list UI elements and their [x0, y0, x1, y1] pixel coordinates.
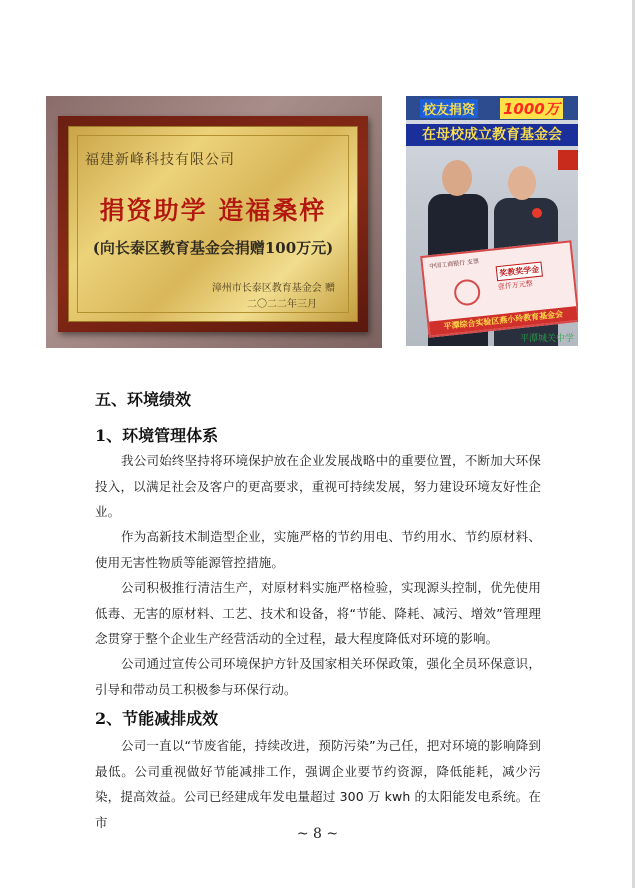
plaque-date: 二〇二二年三月	[247, 299, 317, 310]
headline-alumni: 校友捐资	[420, 99, 478, 118]
paragraph: 我公司始终坚持将环境保护放在企业发展战略中的重要位置，不断加大环保投入，以满足社会及客户的更高要求，重视可持续发展，努力建设环境友好性企业。	[95, 453, 541, 519]
paragraph: 公司通过宣传公司环境保护方针及国家相关环保政策，强化全员环保意识，引导和带动员工积极参与环保行动。	[95, 656, 541, 697]
plaque-giver: 漳州市长泰区教育基金会 赠	[211, 283, 335, 294]
cheque-footer: 平潭综合实验区燕小玲教育基金会	[429, 306, 578, 335]
cheque-bank: 中国工商银行 支票	[428, 258, 480, 271]
subsection-title-1: 1、环境管理体系	[95, 426, 219, 445]
plaque-subtitle: (向长泰区教育基金会捐赠100万元)	[92, 239, 334, 257]
big-cheque	[420, 240, 578, 337]
donation-photo	[406, 96, 578, 346]
paragraph: 作为高新技术制造型企业，实施严格的节约用电、节约用水、节约原材料、使用无害性物质等能源管控措施。	[95, 529, 541, 570]
plaque-gold-panel	[68, 126, 358, 322]
page-number: ~ 8 ~	[296, 826, 339, 842]
headline-foundation: 在母校成立教育基金会	[406, 124, 578, 146]
headline-amount: 1000万	[500, 98, 563, 119]
cheque-amount: 壹仟万元整	[497, 279, 534, 292]
plaque-frame	[58, 116, 368, 332]
plaque-company: 福建新峰科技有限公司	[85, 152, 235, 168]
section-title: 五、环境绩效	[95, 390, 192, 409]
cheque-purpose: 奖教奖学金	[496, 262, 543, 282]
paragraph: 公司积极推行清洁生产，对原材料实施严格检验，实现源头控制，优先使用低毒、无害的原材料、工艺、技术和设备，将“节能、降耗、减污、增效”管理理念贯穿于整个企业生产经营活动的全过程，最大程度降低对环境的影响。	[95, 580, 541, 646]
corsage-icon	[532, 208, 542, 218]
stage-banner	[558, 150, 578, 170]
headline-row	[410, 98, 574, 118]
person-right-head	[508, 166, 536, 200]
photo-watermark: 平潭城关中学	[519, 334, 574, 344]
person-left-head	[442, 160, 472, 196]
cheque-seal-icon	[453, 278, 482, 307]
plaque-slogan: 捐资助学 造福桑梓	[99, 196, 327, 225]
paragraph: 公司一直以“节废省能，持续改进，预防污染”为己任，把对环境的影响降到最低。公司重视做好节能减排工作，强调企业要节约资源，降低能耗，减少污染，提高效益。公司已经建成年发电量超过 300 万 kwh 的太阳能发电系统。在市	[95, 738, 541, 830]
plaque-photo	[46, 96, 382, 348]
subsection-title-2: 2、节能减排成效	[95, 709, 219, 728]
